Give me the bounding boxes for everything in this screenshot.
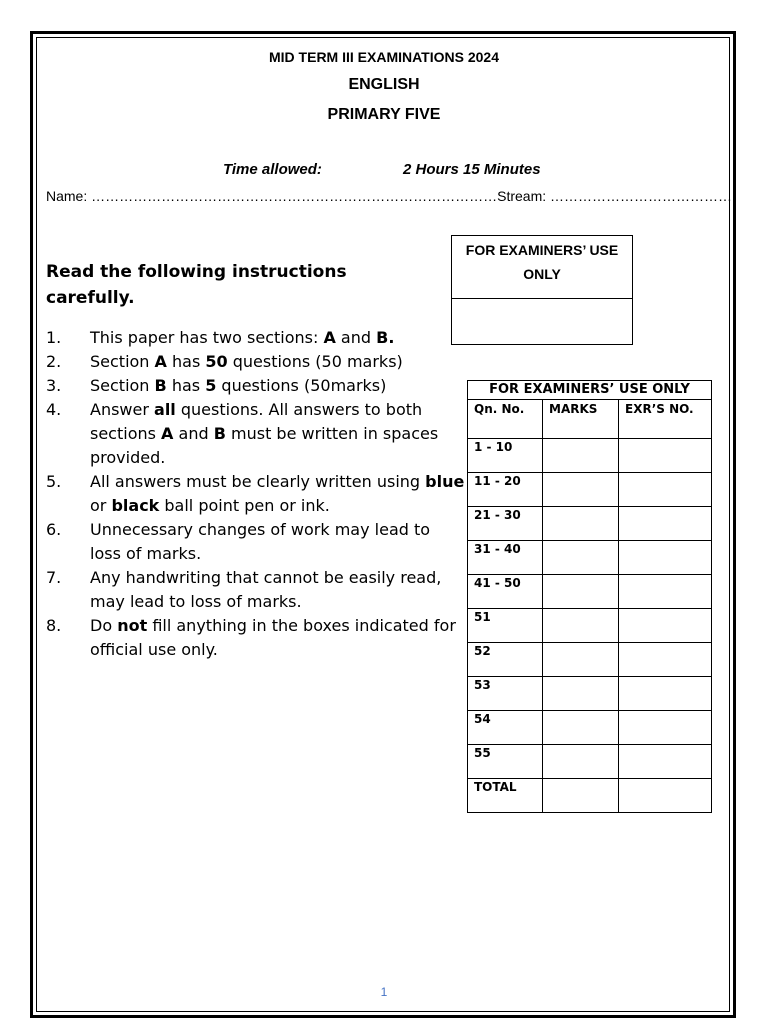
marks-cell[interactable]	[543, 473, 619, 507]
instructions-title: Read the following instructions carefully.	[46, 262, 347, 308]
instruction-text: ball point pen or ink.	[159, 496, 330, 515]
instruction-item	[46, 470, 466, 518]
instruction-text: This paper has two sections:	[90, 328, 324, 347]
instruction-text: Section	[90, 352, 155, 371]
instruction-text: Any handwriting that cannot be easily read, may lead to loss of marks.	[90, 568, 442, 611]
time-allowed-label: Time allowed:	[223, 161, 322, 178]
marks-table-row	[468, 677, 712, 711]
marks-cell[interactable]	[543, 677, 619, 711]
exam-title: MID TERM III EXAMINATIONS 2024	[269, 49, 499, 65]
instruction-item	[46, 518, 466, 566]
examiner-number-cell[interactable]	[619, 643, 712, 677]
instruction-number: 7.	[46, 568, 62, 587]
marks-table-header-row	[468, 400, 712, 439]
question-range-cell: 11 - 20	[468, 473, 543, 507]
marks-table-row	[468, 473, 712, 507]
instruction-emphasis: all	[154, 400, 176, 419]
instruction-text: must be written in spaces provided.	[90, 424, 439, 467]
instruction-number: 8.	[46, 616, 62, 635]
marks-table-column-header: Qn. No.	[468, 400, 543, 439]
examiner-number-cell[interactable]	[619, 779, 712, 813]
marks-table-row	[468, 643, 712, 677]
marks-table-row	[468, 711, 712, 745]
instruction-emphasis: A	[161, 424, 174, 443]
instruction-number: 6.	[46, 520, 62, 539]
examiner-number-cell[interactable]	[619, 473, 712, 507]
instruction-text: has	[166, 352, 206, 371]
instruction-item	[46, 398, 466, 470]
instruction-emphasis: A	[323, 328, 336, 347]
instruction-number: 5.	[46, 472, 62, 491]
marks-table-row	[468, 779, 712, 813]
instruction-emphasis: blue	[425, 472, 465, 491]
instructions-list	[46, 326, 466, 662]
instruction-item	[46, 350, 466, 374]
examiner-number-cell[interactable]	[619, 711, 712, 745]
examiner-number-cell[interactable]	[619, 609, 712, 643]
marks-table-row	[468, 609, 712, 643]
instruction-number: 3.	[46, 376, 62, 395]
subject-title: ENGLISH	[348, 76, 420, 93]
marks-table-row	[468, 575, 712, 609]
question-range-cell: 52	[468, 643, 543, 677]
examiner-number-cell[interactable]	[619, 541, 712, 575]
question-range-cell: 21 - 30	[468, 507, 543, 541]
marks-table-row	[468, 541, 712, 575]
marks-cell[interactable]	[543, 439, 619, 473]
instruction-text: questions (50 marks)	[227, 352, 403, 371]
marks-cell[interactable]	[543, 779, 619, 813]
instruction-text: fill anything in the boxes indicated for official use only.	[90, 616, 456, 659]
question-range-cell: 55	[468, 745, 543, 779]
marks-table-caption: FOR EXAMINERS’ USE ONLY	[468, 381, 712, 400]
instruction-text: Do	[90, 616, 118, 635]
instruction-text: Unnecessary changes of work may lead to loss of marks.	[90, 520, 431, 563]
instruction-emphasis: B	[213, 424, 226, 443]
question-range-cell: TOTAL	[468, 779, 543, 813]
question-range-cell: 31 - 40	[468, 541, 543, 575]
marks-table-row	[468, 507, 712, 541]
instruction-number: 2.	[46, 352, 62, 371]
marks-cell[interactable]	[543, 541, 619, 575]
marks-table-row	[468, 439, 712, 473]
marks-cell[interactable]	[543, 643, 619, 677]
instruction-emphasis: B	[154, 376, 167, 395]
marks-table	[467, 380, 712, 813]
question-range-cell: 54	[468, 711, 543, 745]
time-allowed-value: 2 Hours 15 Minutes	[403, 161, 541, 178]
instruction-text: Answer	[90, 400, 155, 419]
instruction-emphasis: not	[117, 616, 148, 635]
instruction-item	[46, 326, 466, 350]
name-stream-line: Name: ……………………………………………………………………………Stream: …………………………………	[46, 188, 733, 204]
instruction-item	[46, 566, 466, 614]
instruction-emphasis: 50	[205, 352, 228, 371]
instruction-text: and	[173, 424, 214, 443]
examiner-use-box-title: FOR EXAMINERS’ USE ONLY	[452, 236, 632, 299]
question-range-cell: 51	[468, 609, 543, 643]
marks-cell[interactable]	[543, 745, 619, 779]
examiner-use-box	[451, 235, 633, 345]
instruction-text: Section	[90, 376, 155, 395]
class-title: PRIMARY FIVE	[327, 106, 441, 123]
marks-table-column-header: MARKS	[543, 400, 619, 439]
instruction-emphasis: A	[154, 352, 167, 371]
question-range-cell: 41 - 50	[468, 575, 543, 609]
marks-table-row	[468, 745, 712, 779]
instruction-text: and	[335, 328, 377, 347]
examiner-number-cell[interactable]	[619, 575, 712, 609]
instruction-text: or	[90, 496, 112, 515]
page-number: 1	[380, 985, 388, 999]
examiner-number-cell[interactable]	[619, 507, 712, 541]
question-range-cell: 1 - 10	[468, 439, 543, 473]
question-range-cell: 53	[468, 677, 543, 711]
examiner-number-cell[interactable]	[619, 677, 712, 711]
instruction-text: has	[166, 376, 206, 395]
instruction-item	[46, 374, 466, 398]
instruction-text: All answers must be clearly written using	[90, 472, 426, 491]
examiner-number-cell[interactable]	[619, 439, 712, 473]
instruction-emphasis: 5	[205, 376, 217, 395]
instruction-number: 1.	[46, 328, 62, 347]
marks-cell[interactable]	[543, 609, 619, 643]
instruction-text: questions (50marks)	[216, 376, 387, 395]
marks-cell[interactable]	[543, 507, 619, 541]
marks-cell[interactable]	[543, 711, 619, 745]
examiner-number-cell[interactable]	[619, 745, 712, 779]
instruction-number: 4.	[46, 400, 62, 419]
instruction-item	[46, 614, 466, 662]
instruction-emphasis: black	[111, 496, 160, 515]
marks-table-column-header: EXR’S NO.	[619, 400, 712, 439]
instruction-emphasis: B.	[376, 328, 395, 347]
instruction-text: questions. All answers to both sections	[90, 400, 423, 443]
marks-cell[interactable]	[543, 575, 619, 609]
